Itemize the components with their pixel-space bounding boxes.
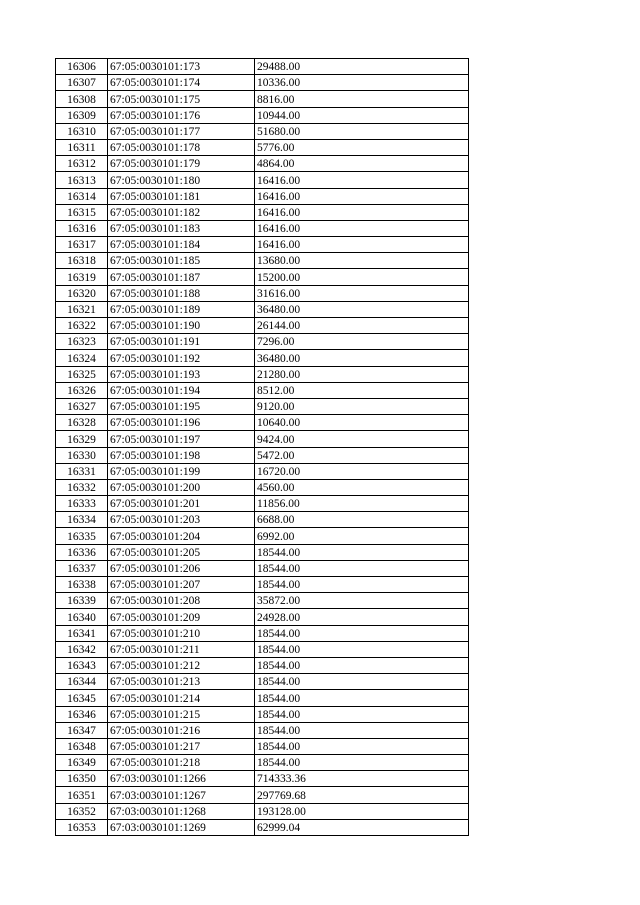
table-row	[56, 366, 469, 382]
value-cell: 10336.00	[255, 75, 469, 91]
cadastral-number-cell: 67:03:0030101:1269	[108, 819, 255, 835]
row-number-cell: 16318	[56, 253, 108, 269]
value-cell: 8816.00	[255, 91, 469, 107]
row-number-cell: 16331	[56, 463, 108, 479]
row-number-cell: 16333	[56, 496, 108, 512]
row-number-cell: 16335	[56, 528, 108, 544]
cadastral-number-cell: 67:03:0030101:1268	[108, 803, 255, 819]
row-number-cell: 16315	[56, 204, 108, 220]
value-cell: 5776.00	[255, 139, 469, 155]
value-cell: 297769.68	[255, 787, 469, 803]
cadastral-number-cell: 67:05:0030101:210	[108, 625, 255, 641]
value-cell: 16416.00	[255, 204, 469, 220]
row-number-cell: 16344	[56, 674, 108, 690]
row-number-cell: 16313	[56, 172, 108, 188]
row-number-cell: 16351	[56, 787, 108, 803]
cadastral-number-cell: 67:05:0030101:209	[108, 609, 255, 625]
value-cell: 29488.00	[255, 59, 469, 75]
cadastral-number-cell: 67:05:0030101:205	[108, 544, 255, 560]
value-cell: 15200.00	[255, 269, 469, 285]
cadastral-number-cell: 67:05:0030101:208	[108, 593, 255, 609]
value-cell: 10944.00	[255, 107, 469, 123]
value-cell: 4560.00	[255, 479, 469, 495]
table-row	[56, 609, 469, 625]
value-cell: 62999.04	[255, 819, 469, 835]
cadastral-number-cell: 67:05:0030101:189	[108, 301, 255, 317]
table-row	[56, 107, 469, 123]
value-cell: 18544.00	[255, 755, 469, 771]
cadastral-number-cell: 67:05:0030101:192	[108, 350, 255, 366]
table-row	[56, 496, 469, 512]
table-row	[56, 204, 469, 220]
value-cell: 35872.00	[255, 593, 469, 609]
row-number-cell: 16309	[56, 107, 108, 123]
table-row	[56, 172, 469, 188]
cadastral-number-cell: 67:05:0030101:197	[108, 431, 255, 447]
table-body	[56, 59, 469, 836]
cadastral-number-cell: 67:05:0030101:196	[108, 415, 255, 431]
cadastral-number-cell: 67:05:0030101:201	[108, 496, 255, 512]
value-cell: 18544.00	[255, 641, 469, 657]
cadastral-number-cell: 67:05:0030101:191	[108, 334, 255, 350]
row-number-cell: 16340	[56, 609, 108, 625]
value-cell: 4864.00	[255, 156, 469, 172]
row-number-cell: 16319	[56, 269, 108, 285]
cadastral-number-cell: 67:05:0030101:212	[108, 657, 255, 673]
table-row	[56, 544, 469, 560]
table-row	[56, 188, 469, 204]
row-number-cell: 16326	[56, 382, 108, 398]
table-row	[56, 755, 469, 771]
table-row	[56, 350, 469, 366]
value-cell: 36480.00	[255, 301, 469, 317]
row-number-cell: 16317	[56, 237, 108, 253]
cadastral-value-table	[55, 58, 469, 836]
row-number-cell: 16322	[56, 318, 108, 334]
row-number-cell: 16343	[56, 657, 108, 673]
value-cell: 8512.00	[255, 382, 469, 398]
cadastral-number-cell: 67:03:0030101:1267	[108, 787, 255, 803]
table-row	[56, 123, 469, 139]
cadastral-number-cell: 67:05:0030101:181	[108, 188, 255, 204]
table-row	[56, 803, 469, 819]
row-number-cell: 16345	[56, 690, 108, 706]
table-row	[56, 415, 469, 431]
value-cell: 6688.00	[255, 512, 469, 528]
value-cell: 9120.00	[255, 398, 469, 414]
row-number-cell: 16327	[56, 398, 108, 414]
row-number-cell: 16352	[56, 803, 108, 819]
value-cell: 16416.00	[255, 188, 469, 204]
row-number-cell: 16332	[56, 479, 108, 495]
table-row	[56, 819, 469, 835]
table-row	[56, 771, 469, 787]
cadastral-number-cell: 67:05:0030101:217	[108, 738, 255, 754]
value-cell: 18544.00	[255, 657, 469, 673]
table-row	[56, 738, 469, 754]
cadastral-number-cell: 67:05:0030101:173	[108, 59, 255, 75]
table-row	[56, 237, 469, 253]
cadastral-number-cell: 67:05:0030101:203	[108, 512, 255, 528]
table-row	[56, 398, 469, 414]
value-cell: 24928.00	[255, 609, 469, 625]
row-number-cell: 16353	[56, 819, 108, 835]
table-row	[56, 318, 469, 334]
value-cell: 18544.00	[255, 560, 469, 576]
value-cell: 31616.00	[255, 285, 469, 301]
table-row	[56, 787, 469, 803]
table-row	[56, 91, 469, 107]
cadastral-number-cell: 67:05:0030101:185	[108, 253, 255, 269]
row-number-cell: 16310	[56, 123, 108, 139]
value-cell: 16720.00	[255, 463, 469, 479]
table-row	[56, 577, 469, 593]
value-cell: 16416.00	[255, 172, 469, 188]
table-row	[56, 641, 469, 657]
row-number-cell: 16306	[56, 59, 108, 75]
row-number-cell: 16328	[56, 415, 108, 431]
row-number-cell: 16323	[56, 334, 108, 350]
value-cell: 18544.00	[255, 722, 469, 738]
table-row	[56, 220, 469, 236]
cadastral-number-cell: 67:05:0030101:174	[108, 75, 255, 91]
table-row	[56, 253, 469, 269]
value-cell: 18544.00	[255, 706, 469, 722]
table-row	[56, 463, 469, 479]
row-number-cell: 16330	[56, 447, 108, 463]
value-cell: 10640.00	[255, 415, 469, 431]
cadastral-number-cell: 67:05:0030101:184	[108, 237, 255, 253]
row-number-cell: 16307	[56, 75, 108, 91]
row-number-cell: 16311	[56, 139, 108, 155]
row-number-cell: 16308	[56, 91, 108, 107]
table-row	[56, 528, 469, 544]
cadastral-number-cell: 67:05:0030101:188	[108, 285, 255, 301]
row-number-cell: 16349	[56, 755, 108, 771]
value-cell: 51680.00	[255, 123, 469, 139]
value-cell: 18544.00	[255, 544, 469, 560]
table-row	[56, 593, 469, 609]
row-number-cell: 16314	[56, 188, 108, 204]
cadastral-number-cell: 67:05:0030101:207	[108, 577, 255, 593]
value-cell: 16416.00	[255, 220, 469, 236]
row-number-cell: 16348	[56, 738, 108, 754]
table-row	[56, 706, 469, 722]
row-number-cell: 16316	[56, 220, 108, 236]
value-cell: 18544.00	[255, 674, 469, 690]
cadastral-number-cell: 67:05:0030101:178	[108, 139, 255, 155]
cadastral-number-cell: 67:05:0030101:182	[108, 204, 255, 220]
table-row	[56, 285, 469, 301]
table-row	[56, 625, 469, 641]
table-row	[56, 657, 469, 673]
row-number-cell: 16329	[56, 431, 108, 447]
table-row	[56, 431, 469, 447]
value-cell: 18544.00	[255, 577, 469, 593]
row-number-cell: 16339	[56, 593, 108, 609]
cadastral-number-cell: 67:05:0030101:199	[108, 463, 255, 479]
value-cell: 13680.00	[255, 253, 469, 269]
cadastral-number-cell: 67:05:0030101:187	[108, 269, 255, 285]
cadastral-number-cell: 67:05:0030101:176	[108, 107, 255, 123]
cadastral-number-cell: 67:05:0030101:216	[108, 722, 255, 738]
table-row	[56, 382, 469, 398]
cadastral-number-cell: 67:05:0030101:193	[108, 366, 255, 382]
cadastral-number-cell: 67:03:0030101:1266	[108, 771, 255, 787]
table-row	[56, 156, 469, 172]
cadastral-number-cell: 67:05:0030101:215	[108, 706, 255, 722]
table-row	[56, 334, 469, 350]
table-row	[56, 722, 469, 738]
table-row	[56, 139, 469, 155]
table-row	[56, 560, 469, 576]
cadastral-number-cell: 67:05:0030101:180	[108, 172, 255, 188]
value-cell: 6992.00	[255, 528, 469, 544]
cadastral-number-cell: 67:05:0030101:214	[108, 690, 255, 706]
value-cell: 193128.00	[255, 803, 469, 819]
row-number-cell: 16347	[56, 722, 108, 738]
row-number-cell: 16346	[56, 706, 108, 722]
value-cell: 36480.00	[255, 350, 469, 366]
row-number-cell: 16350	[56, 771, 108, 787]
cadastral-number-cell: 67:05:0030101:183	[108, 220, 255, 236]
cadastral-number-cell: 67:05:0030101:177	[108, 123, 255, 139]
cadastral-number-cell: 67:05:0030101:179	[108, 156, 255, 172]
table-row	[56, 479, 469, 495]
table-row	[56, 269, 469, 285]
row-number-cell: 16337	[56, 560, 108, 576]
value-cell: 7296.00	[255, 334, 469, 350]
value-cell: 18544.00	[255, 625, 469, 641]
row-number-cell: 16324	[56, 350, 108, 366]
cadastral-number-cell: 67:05:0030101:218	[108, 755, 255, 771]
row-number-cell: 16321	[56, 301, 108, 317]
row-number-cell: 16312	[56, 156, 108, 172]
value-cell: 5472.00	[255, 447, 469, 463]
row-number-cell: 16325	[56, 366, 108, 382]
cadastral-number-cell: 67:05:0030101:213	[108, 674, 255, 690]
cadastral-number-cell: 67:05:0030101:190	[108, 318, 255, 334]
table-row	[56, 59, 469, 75]
table-row	[56, 674, 469, 690]
cadastral-number-cell: 67:05:0030101:211	[108, 641, 255, 657]
table-row	[56, 690, 469, 706]
row-number-cell: 16334	[56, 512, 108, 528]
cadastral-number-cell: 67:05:0030101:175	[108, 91, 255, 107]
table-row	[56, 75, 469, 91]
value-cell: 18544.00	[255, 690, 469, 706]
row-number-cell: 16341	[56, 625, 108, 641]
row-number-cell: 16320	[56, 285, 108, 301]
cadastral-number-cell: 67:05:0030101:195	[108, 398, 255, 414]
table-row	[56, 301, 469, 317]
value-cell: 9424.00	[255, 431, 469, 447]
cadastral-number-cell: 67:05:0030101:204	[108, 528, 255, 544]
cadastral-number-cell: 67:05:0030101:200	[108, 479, 255, 495]
value-cell: 714333.36	[255, 771, 469, 787]
value-cell: 11856.00	[255, 496, 469, 512]
value-cell: 16416.00	[255, 237, 469, 253]
row-number-cell: 16336	[56, 544, 108, 560]
row-number-cell: 16342	[56, 641, 108, 657]
cadastral-number-cell: 67:05:0030101:194	[108, 382, 255, 398]
value-cell: 18544.00	[255, 738, 469, 754]
table-row	[56, 512, 469, 528]
cadastral-number-cell: 67:05:0030101:206	[108, 560, 255, 576]
row-number-cell: 16338	[56, 577, 108, 593]
value-cell: 26144.00	[255, 318, 469, 334]
table-row	[56, 447, 469, 463]
cadastral-number-cell: 67:05:0030101:198	[108, 447, 255, 463]
value-cell: 21280.00	[255, 366, 469, 382]
